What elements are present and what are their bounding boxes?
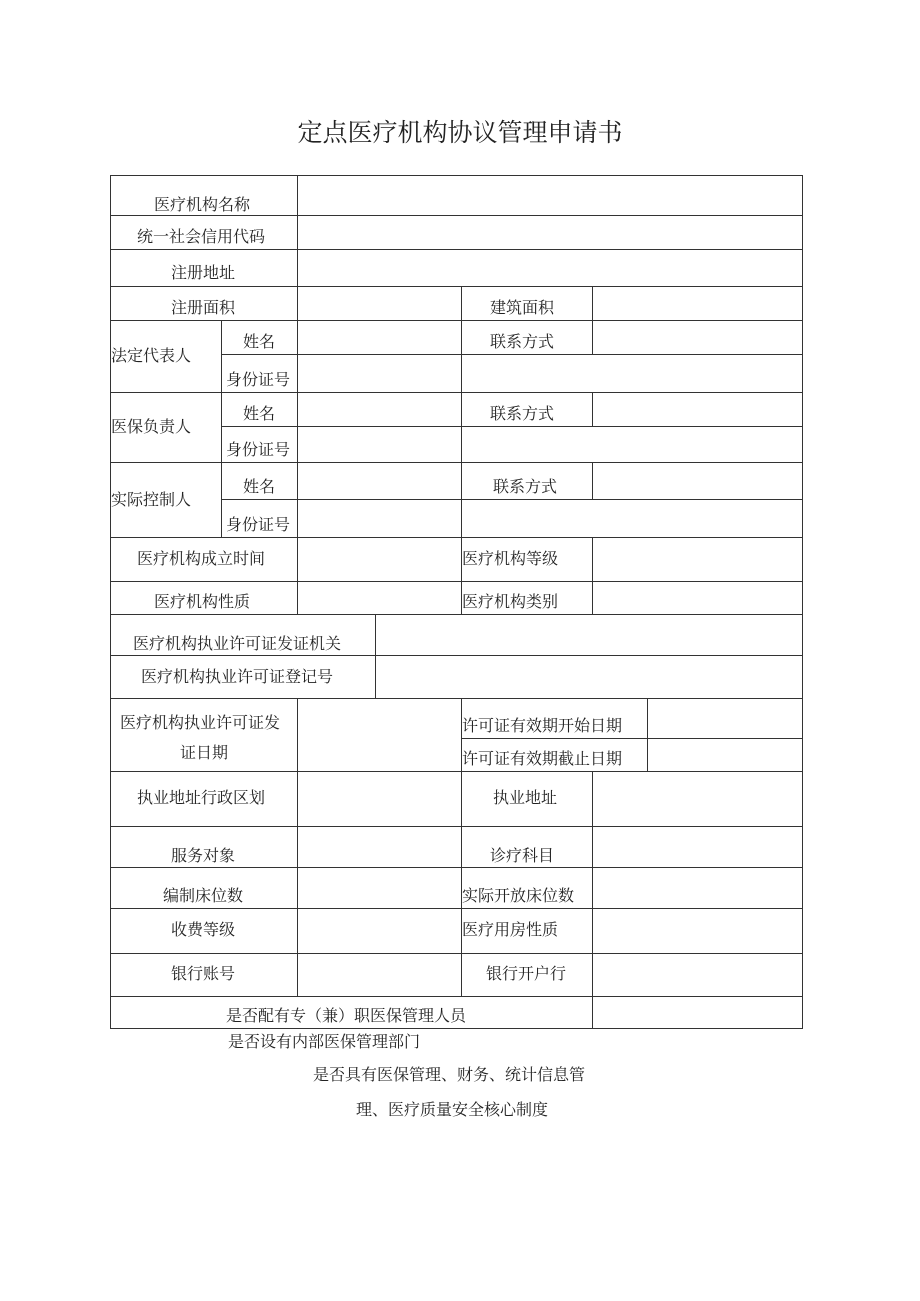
table-rule-horizontal — [110, 996, 803, 997]
table-rule-horizontal — [110, 462, 803, 463]
label-bank: 银行开户行 — [486, 964, 567, 983]
label-planned-beds: 编制床位数 — [163, 886, 244, 905]
table-rule-vertical — [592, 537, 593, 615]
table-rule-horizontal — [110, 1028, 803, 1029]
table-rule-horizontal — [110, 175, 803, 176]
label-valid-end: 许可证有效期截止日期 — [462, 749, 623, 768]
label-insurance-head: 医保负责人 — [111, 417, 192, 436]
table-rule-horizontal — [110, 655, 803, 656]
table-rule-horizontal — [461, 738, 803, 739]
table-rule-horizontal — [110, 826, 803, 827]
label-legal-rep-id: 身份证号 — [226, 370, 291, 389]
label-admin-region: 执业地址行政区划 — [137, 788, 266, 807]
label-institution-name: 医疗机构名称 — [154, 195, 251, 214]
label-credit-code: 统一社会信用代码 — [137, 227, 266, 246]
label-bank-account: 银行账号 — [171, 964, 236, 983]
table-rule-horizontal — [110, 320, 803, 321]
label-insurance-head-id: 身份证号 — [226, 440, 291, 459]
table-rule-vertical — [592, 462, 593, 500]
note-system-line2: 理、医疗质量安全核心制度 — [356, 1100, 549, 1119]
label-legal-rep: 法定代表人 — [111, 346, 192, 365]
label-license-date-line2: 证日期 — [180, 743, 229, 762]
table-rule-vertical — [110, 175, 111, 1029]
table-rule-horizontal — [110, 215, 803, 216]
note-system-line1: 是否具有医保管理、财务、统计信息管 — [313, 1065, 586, 1084]
label-controller: 实际控制人 — [111, 490, 192, 509]
label-open-beds: 实际开放床位数 — [462, 886, 575, 905]
page-title: 定点医疗机构协议管理申请书 — [297, 118, 623, 147]
label-insurance-head-contact: 联系方式 — [490, 404, 555, 423]
table-rule-horizontal — [110, 698, 803, 699]
table-rule-horizontal — [110, 614, 803, 615]
table-rule-horizontal — [110, 953, 803, 954]
label-reg-address: 注册地址 — [171, 263, 236, 282]
table-rule-horizontal — [110, 867, 803, 868]
label-staff-question: 是否配有专（兼）职医保管理人员 — [226, 1006, 467, 1025]
label-license-regno: 医疗机构执业许可证登记号 — [141, 667, 334, 686]
label-nature: 医疗机构性质 — [154, 592, 251, 611]
table-rule-horizontal — [221, 426, 803, 427]
table-rule-vertical — [647, 698, 648, 772]
table-rule-vertical — [592, 286, 593, 355]
label-controller-id: 身份证号 — [226, 515, 291, 534]
label-legal-rep-name: 姓名 — [243, 332, 276, 351]
label-license-issuer: 医疗机构执业许可证发证机关 — [133, 634, 342, 653]
table-rule-horizontal — [110, 908, 803, 909]
label-service-target: 服务对象 — [171, 846, 236, 865]
table-rule-vertical — [592, 392, 593, 427]
table-rule-vertical — [297, 698, 298, 997]
table-rule-horizontal — [110, 249, 803, 250]
label-license-date-line1: 医疗机构执业许可证发 — [120, 713, 281, 732]
label-practice-address: 执业地址 — [493, 788, 558, 807]
label-legal-rep-contact: 联系方式 — [490, 332, 555, 351]
table-rule-horizontal — [221, 499, 803, 500]
label-valid-start: 许可证有效期开始日期 — [462, 716, 623, 735]
table-rule-horizontal — [110, 771, 803, 772]
table-rule-horizontal — [110, 581, 803, 582]
table-rule-vertical — [375, 614, 376, 699]
table-rule-horizontal — [221, 354, 803, 355]
label-build-area: 建筑面积 — [490, 298, 555, 317]
label-housing-nature: 医疗用房性质 — [462, 920, 559, 939]
label-controller-name: 姓名 — [243, 477, 276, 496]
table-rule-vertical — [592, 771, 593, 1029]
table-rule-horizontal — [110, 537, 803, 538]
label-controller-contact: 联系方式 — [493, 477, 558, 496]
table-rule-vertical — [297, 175, 298, 287]
label-fee-level: 收费等级 — [171, 920, 236, 939]
table-rule-horizontal — [110, 286, 803, 287]
label-reg-area: 注册面积 — [171, 298, 236, 317]
table-rule-horizontal — [110, 392, 803, 393]
table-rule-vertical — [297, 286, 298, 615]
table-rule-vertical — [461, 698, 462, 997]
label-founded: 医疗机构成立时间 — [137, 549, 266, 568]
note-dept-question: 是否设有内部医保管理部门 — [228, 1032, 421, 1051]
table-rule-vertical — [802, 175, 803, 1029]
label-departments: 诊疗科目 — [490, 846, 555, 865]
label-grade: 医疗机构等级 — [462, 549, 559, 568]
label-category: 医疗机构类别 — [462, 592, 559, 611]
table-rule-vertical — [221, 320, 222, 538]
label-insurance-head-name: 姓名 — [243, 404, 276, 423]
